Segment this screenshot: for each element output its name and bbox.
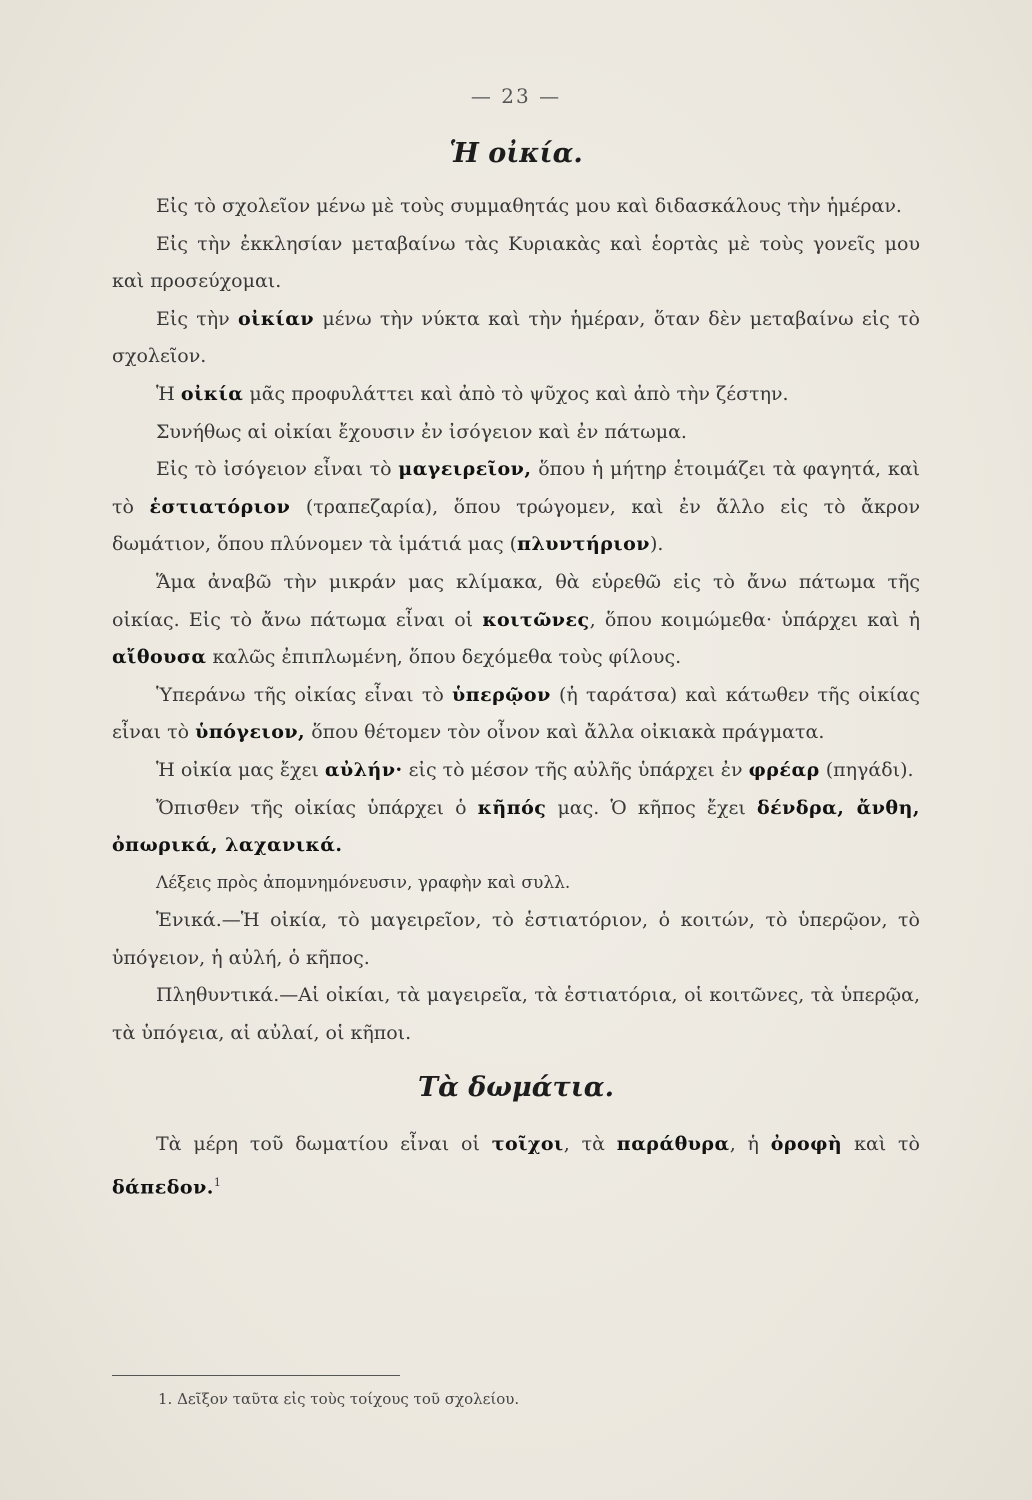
paragraph-8 bbox=[112, 677, 920, 752]
vocabulary-heading: Λέξεις πρὸς ἀπομνημόνευσιν, γραφὴν καὶ συλλ. bbox=[156, 872, 571, 893]
text-run: ). bbox=[649, 533, 664, 556]
bold-term: ἑστιατόριον bbox=[149, 495, 291, 518]
plural-list: Πληθυντικά.—Αἱ οἰκίαι, τὰ μαγειρεῖα, τὰ ἑστιατόρια, οἱ κοιτῶνες, τὰ ὑπερῷα, τὰ ὑπόγεια, αἱ αὐλαί, οἱ κῆποι. bbox=[112, 984, 920, 1045]
paragraph-10 bbox=[112, 790, 920, 865]
bold-term: κῆπός bbox=[477, 796, 547, 819]
bold-term: κοιτῶνες bbox=[482, 608, 590, 631]
text-run: (ἡ ταράτσα) καὶ κάτωθεν τῆς οἰκίας εἶναι τὸ bbox=[112, 683, 920, 744]
paragraph-11 bbox=[112, 1126, 920, 1207]
text-run: Ἡ bbox=[156, 382, 181, 405]
text-run: Εἰς τὴν bbox=[156, 307, 238, 330]
text-run: ὅπου θέτομεν τὸν οἶνον καὶ ἄλλα οἰκιακὰ πράγματα. bbox=[305, 721, 825, 744]
bold-term: πλυντήριον bbox=[517, 533, 650, 556]
singular-list: Ἑνικά.—Ἡ οἰκία, τὸ μαγειρεῖον, τὸ ἑστιατόριον, ὁ κοιτών, τὸ ὑπερῷον, τὸ ὑπόγειον, ἡ αὐλή, ὁ κῆπος. bbox=[112, 909, 920, 969]
bold-term: αὐλήν· bbox=[324, 758, 403, 781]
paragraph-3 bbox=[112, 301, 920, 376]
paragraph-9 bbox=[112, 752, 920, 790]
footnote: 1. Δεῖξον ταῦτα εἰς τοὺς τοίχους τοῦ σχολείου. bbox=[158, 1390, 520, 1408]
bold-term: οἰκίαν bbox=[237, 307, 315, 330]
text-run: , ἡ bbox=[729, 1133, 771, 1156]
bold-term: μαγειρεῖον, bbox=[398, 458, 532, 481]
text-run: Ὄπισθεν τῆς οἰκίας ὑπάρχει ὁ bbox=[156, 796, 478, 819]
bold-term: αἴθουσα bbox=[112, 646, 207, 669]
bold-term: τοῖχοι bbox=[491, 1133, 564, 1156]
paragraph-4 bbox=[112, 376, 920, 414]
text-run: μᾶς προφυλάττει καὶ ἀπὸ τὸ ψῦχος καὶ ἀπὸ τὴν ζέστην. bbox=[243, 382, 789, 405]
paragraph-7 bbox=[112, 564, 920, 677]
bold-term: φρέαρ bbox=[748, 758, 820, 781]
bold-term: ὑπερῷον bbox=[452, 683, 551, 706]
text-run: μένω τὴν νύκτα καὶ τὴν ἡμέραν, ὅταν δὲν μεταβαίνω εἰς τὸ σχολεῖον. bbox=[112, 307, 921, 368]
text-run: Ἅμα ἀναβῶ τὴν μικράν μας κλίμακα, θὰ εὑρεθῶ εἰς τὸ ἄνω πάτωμα τῆς οἰκίας. Εἰς τὸ ἄνω πάτωμα εἶναι οἱ bbox=[112, 570, 920, 631]
bold-term: ὀροφὴ bbox=[770, 1133, 843, 1156]
text-run: ὅπου ἡ μήτηρ ἑτοιμάζει τὰ φαγητά, καὶ τὸ bbox=[112, 458, 920, 518]
bold-term: οἰκία bbox=[180, 382, 244, 405]
section-title: Τὰ δωμάτια. bbox=[418, 1071, 614, 1103]
text-run: (τραπεζαρία), ὅπου τρώγομεν, καὶ ἐν ἄλλο εἰς τὸ ἄκρον δωμάτιον, ὅπου πλύνομεν τὰ ἱμάτιά μας ( bbox=[112, 495, 920, 556]
text-run: Τὰ μέρη τοῦ δωματίου εἶναι οἱ bbox=[156, 1133, 492, 1156]
page-number: — 23 — bbox=[470, 84, 562, 108]
text-run: Εἰς τὸ ἰσόγειον εἶναι τὸ bbox=[156, 458, 399, 481]
bold-term: δένδρα, ἄνθη, ὀπωρικά, λαχανικά. bbox=[112, 796, 921, 857]
footnote-marker: 1 bbox=[213, 1175, 221, 1189]
chapter-title: Ἡ οἰκία. bbox=[449, 138, 583, 169]
text-run: καλῶς ἐπιπλωμένη, ὅπου δεχόμεθα τοὺς φίλους. bbox=[206, 646, 682, 669]
text-run: καὶ τὸ bbox=[842, 1133, 920, 1156]
bold-term: δάπεδον. bbox=[112, 1176, 214, 1199]
paragraph-2: Εἰς τὴν ἐκκλησίαν μεταβαίνω τὰς Κυριακὰς καὶ ἑορτὰς μὲ τοὺς γονεῖς μου καὶ προσεύχομαι. bbox=[112, 232, 920, 293]
text-run: εἰς τὸ μέσον τῆς αὐλῆς ὑπάρχει ἐν bbox=[402, 758, 749, 781]
text-run: Ὑπεράνω τῆς οἰκίας εἶναι τὸ bbox=[156, 683, 453, 706]
text-run: , τὰ bbox=[563, 1133, 617, 1156]
footnote-rule bbox=[112, 1375, 400, 1376]
bold-term: ὑπόγειον, bbox=[195, 721, 306, 744]
paragraph-5: Συνήθως αἱ οἰκίαι ἔχουσιν ἐν ἰσόγειον καὶ ἐν πάτωμα. bbox=[156, 420, 687, 443]
paragraph-6 bbox=[112, 451, 920, 564]
text-run: , ὅπου κοιμώμεθα· ὑπάρχει καὶ ἡ bbox=[589, 608, 920, 631]
bold-term: παράθυρα bbox=[616, 1133, 730, 1156]
text-run: (πηγάδι). bbox=[819, 758, 914, 781]
text-run: μας. Ὁ κῆπος ἔχει bbox=[546, 796, 757, 819]
text-run: Ἡ οἰκία μας ἔχει bbox=[156, 758, 325, 781]
body-text bbox=[112, 188, 920, 1207]
paragraph-1: Εἰς τὸ σχολεῖον μένω μὲ τοὺς συμμαθητάς μου καὶ διδασκάλους τὴν ἡμέραν. bbox=[156, 195, 902, 217]
